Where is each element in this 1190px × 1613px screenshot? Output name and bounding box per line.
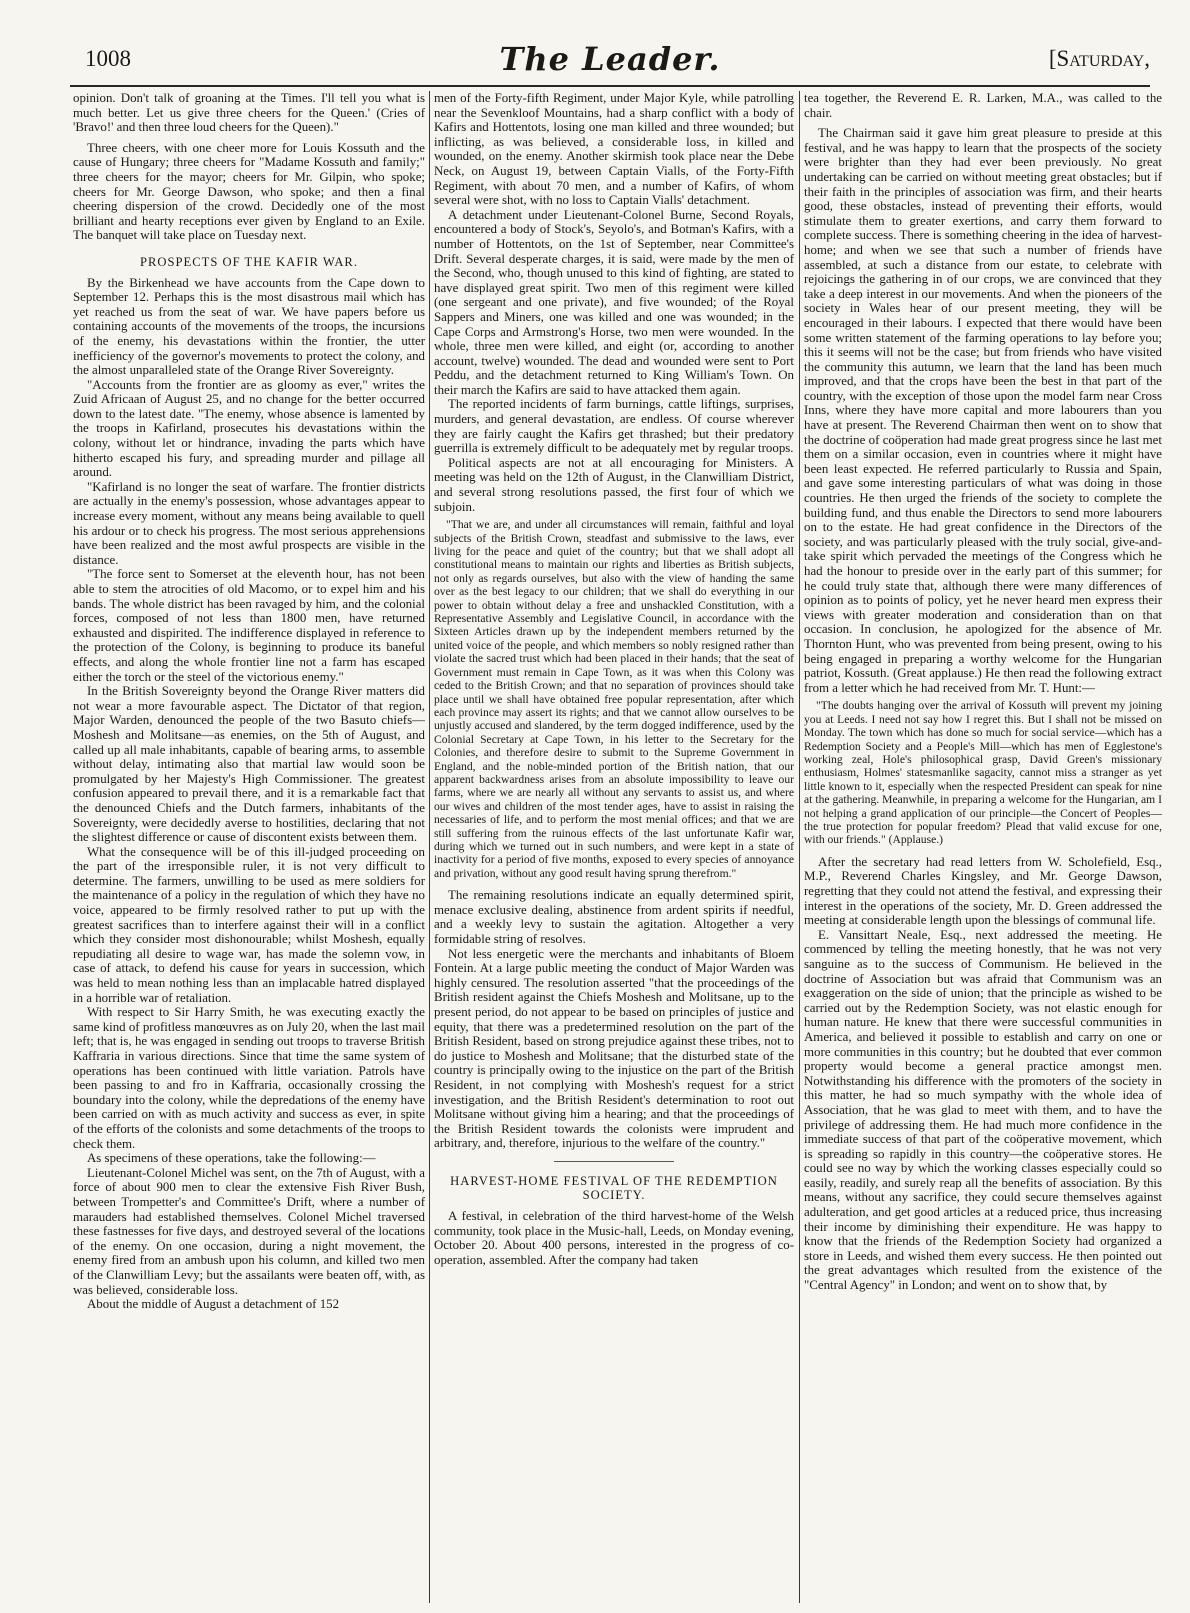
paragraph: After the secretary had read letters from W. Scholefield, Esq., M.P., Reverend Charles Kingsley, and Mr. George Dawson, regretting that they could not attend the festival, and expressing their interest in the operations of the society, Mr. D. Green addressed the meeting at considerable length upon the blessings of communal life. (804, 854, 1162, 928)
paragraph: Lieutenant-Colonel Michel was sent, on the 7th of August, with a force of about 900 men to clear the extensive Fish River Bush, between Trompetter's and Committee's Drift, where a number of marauders had established themselves. Colonel Michel traversed these fastnesses for five days, and destroyed several of the locations of the enemy. On one occasion, during a night movement, the enemy fired from an ambush upon his column, and killed two men of the Clanwilliam Levy; but the assailants were beaten off, with, as was believed, considerable loss. (73, 1165, 425, 1297)
column-divider (799, 91, 800, 1603)
header-rule (70, 85, 1150, 87)
masthead (70, 40, 1150, 82)
paragraph: With respect to Sir Harry Smith, he was executing exactly the same kind of profitless manœuvres as on July 20, when the last mail left; that is, he was engaged in sending out troops to traverse British Kaffraria in various directions. Since that time the same system of operations has been continued with little variation. Patrols have been passing to and fro in Kaffraria, occasionally crossing the boundary into the colony, while the depredations of the enemy have been carried on with as much activity and success as ever, in spite of the efforts of the colonists and some detachments of the troops to check them. (73, 1005, 425, 1151)
paragraph: opinion. Don't talk of groaning at the Times. I'll tell you what is much better. Let us give three cheers for the Queen.' (Cries of 'Bravo!' and then three loud cheers for the Queen)." (73, 91, 425, 135)
article-heading: HARVEST-HOME FESTIVAL OF THE REDEMPTION SOCIETY. (450, 1173, 778, 1203)
paragraph: "The force sent to Somerset at the eleventh hour, has not been able to stem the atrocities of old Macomo, or to expel him and his bands. The whole district has been ravaged by him, and the colonial forces, composed of not less than 1800 men, have returned exhausted and dispirited. The indifference displayed in reference to the protection of the Colony, is beginning to produce its baneful effects, and along the whole frontier line not a farm has escaped either the torch or the steel of the victorious enemy." (73, 567, 425, 684)
section-rule (554, 1161, 674, 1162)
column-3 (804, 91, 1162, 1606)
paragraph: About the middle of August a detachment of 152 (87, 1297, 340, 1312)
page-number: 1008 (85, 46, 131, 71)
column-divider (429, 91, 430, 1603)
paragraph: men of the Forty-fifth Regiment, under Major Kyle, while patrolling near the Sevenkloof Mountains, had a sharp conflict with a body of Kafirs and Hottentots, losing one man killed and three wounded; but inflicting, as was believed, a considerable loss, in killed and wounded, on the enemy. Another skirmish took place near the Debe Neck, on August 19, between Captain Vialls, of the Forty-Fifth Regiment, with about 70 men, and a number of Kafirs, of whom several were shot, with no loss to Captain Vialls' detachment. (434, 91, 794, 208)
article-heading: PROSPECTS OF THE KAFIR WAR. (140, 254, 358, 269)
paragraph: A detachment under Lieutenant-Colonel Burne, Second Royals, encountered a body of Stock's, Seyolo's, and Botman's Kafirs, with a number of Hottentots, on the 1st of September, near Committee's Drift. Several desperate charges, it is said, were made by the men of the Second, who, though unused to this kind of fighting, are stated to have displayed great spirit. Two men of this regiment were killed (one sergeant and one private), and five wounded; of the Royal Sappers and Miners, one was killed and one was wounded; in the Cape Corps and Armstrong's Horse, two men were wounded. In the whole, three men were killed, and eight (or, according to another account, twelve) wounded. The dead and wounded were sent to Port Peddu, and the detachment returned to King William's Town. On their march the Kafirs are said to have attacked them again. (434, 207, 794, 397)
paragraph: The remaining resolutions indicate an equally determined spirit, menace exclusive dealing, abstinence from ardent spirits if needful, and a weekly levy to sustain the agitation. Altogether a very formidable string of resolves. (434, 888, 794, 946)
paragraph: tea together, the Reverend E. R. Larken, M.A., was called to the chair. (804, 91, 1162, 120)
paragraph: Not less energetic were the merchants and inhabitants of Bloem Fontein. At a large public meeting the conduct of Major Warden was highly censured. The resolution asserted "that the proceedings of the British resident against the Chiefs Moshesh and Molitsane, up to the present period, do not appear to be based on principles of justice and equity, that there was a predetermined resolution on the part of the British Resident, based on strong prejudice against these tribes, not to do justice to Moshesh and Molitsane; that the disturbed state of the country is principally owing to the injustice on the part of the British Resident, in not complying with Moshesh's request for a strict investigation, and the British Resident's determination to root out Molitsane without giving him a hearing; and that the proceedings of the British Resident towards the colonists were imprudent and arbitrary, and, therefore, injurious to the welfare of the country." (434, 946, 794, 1151)
quote-text: "That we are, and under all circumstances will remain, faithful and loyal subjects of the British Crown, steadfast and submissive to the laws, ever living for the peace and quiet of the country; but that we shall adopt all constitutional means to maintain our rights and liberties as British subjects, not only as regards ourselves, but also with the view of handing the same over as the best legacy to our children; that we shall do everything in our power to obtain without delay a free and unshackled Constitution, with a Representative Assembly and Legislative Council, in accordance with the Sixteen Articles drawn up by the independent members returned by the united voice of the people, and which members so nobly resigned rather than violate the sacred trust which had been placed in their hands; that the seat of Government must remain in Cape Town, as it was when this Colony was ceded to the British Crown; and that no separation of provinces should take place until we shall have obtained free popular representation, after which each province may assert its rights; and that we cannot allow ourselves to be unjustly accused and slandered, by the term dogged indifference, used by the Colonial Secretary at Cape Town, in his letter to the Secretary for the Colonies, and therefore desire to submit to the Supreme Government in England, and the noble-minded portion of the British nation, that our apparent backwardness arises from an absolute impossibility to leave our farms, where we are nearly all without any servants to assist us, and where our wives and children of the most tender ages, have to assist in raising the necessaries of life, and to perform the most menial offices; and that we are still suffering from the ruinous effects of the last unfortunate Kafir war, during which we turned out in such numbers, and were kept in a state of inactivity for a period of five months, exposed to every species of annoyance and privation, without any good result having sprung therefrom." (434, 518, 794, 880)
paragraph: In the British Sovereignty beyond the Orange River matters did not wear a more favourable aspect. The Dictator of that region, Major Warden, denounced the people of the two Basuto chiefs—Moshesh and Molitsane—as enemies, on the 5th of August, and called up all male inhabitants, capable of bearing arms, to assemble without delay, intimating also that martial law would soon be promulgated by her Majesty's High Commissioner. The greatest confusion appeared to prevail there, and it is a remarkable fact that the denounced Chiefs and the Dutch farmers, inhabitants of the Sovereignty, were decidedly averse to hostilities, declaring that not the slightest difference or cause of discontent exists between them. (73, 684, 425, 845)
issue-day: [Saturday, (1048, 46, 1150, 71)
quote-text: "The doubts hanging over the arrival of Kossuth will prevent my joining you at Leeds. I need not say how I regret this. But I shall not be missed on Monday. The town which has done so much for social service—which has a Redemption Society and a People's Mill—which has men of Egglestone's working zeal, Hole's philosophical grasp, David Green's missionary enthusiasm, Holmes' statesmanlike sagacity, cannot miss a stranger as yet little known to it, especially when the respected President can speak for nine at the gathering. Meanwhile, in preparing a welcome for the Hungarian, am I not helping a grand application of our principle—the Concert of Peoples—the true protection for popular freedom? Plead that valid excuse for one, with our friends." (Applause.) (804, 699, 1162, 847)
letter-quote (804, 699, 1162, 846)
paragraph: A festival, in celebration of the third harvest-home of the Welsh community, took place in the Music-hall, Leeds, on Monday evening, October 20. About 400 persons, interested in the progress of co-operation, assembled. After the company had taken (434, 1209, 794, 1267)
paragraph: "Accounts from the frontier are as gloomy as ever," writes the Zuid Africaan of August 25, and no change for the better occurred down to the latest date. "The enemy, whose absence is lamented by the troops in Kafirland, prosecutes his devastations within the colony, without let or hindrance, invading the parts which have hitherto escaped his fury, and spreading murder and pillage all around. (73, 377, 425, 480)
column-2 (434, 91, 794, 1606)
paragraph: By the Birkenhead we have accounts from the Cape down to September 12. Perhaps this is the most disastrous mail which has yet reached us from the seat of war. We have papers before us containing accounts of the movements of the troops, the incursions of the enemy, his devastations within the frontier, the utter inefficiency of the governor's movements to protect the colony, and the almost unparalleled state of the Orange River Sovereignty. (73, 275, 425, 378)
paragraph: Three cheers, with one cheer more for Louis Kossuth and the cause of Hungary; three cheers for "Madame Kossuth and family;" three cheers for the mayor; cheers for Mr. Gilpin, who spoke; cheers for Mr. George Dawson, who spoke; and then a final cheering dispersion of the crowd. Decidedly one of the most brilliant and hearty receptions ever given by England to an Exile. The banquet will take place on Tuesday next. (73, 140, 425, 243)
paragraph: The Chairman said it gave him great pleasure to preside at this festival, and he was happy to learn that the prospects of the society were brighter than they had ever been previously. No great undertaking can be carried on without meeting great obstacles; but if their faith in the principles of association was firm, and their hearts good, these obstacles, instead of preventing their efforts, would stimulate them to greater exertions, and carry them forward to complete success. There is something cheering in the idea of harvest-home; and when we see that such a number of friends have assembled, at such a distance from our estate, to celebrate with rejoicings the gathering in of our crops, we are convinced that they take a deep interest in our movements. And when the pioneers of the society in Wales hear of our present meeting, they will be encouraged in their labours. I expected that there would have been some written statement of the farming operations to lay before you; this it seems will not be the case; but from friends who have visited the community this autumn, we learn that the land has been much improved, and that the crops have been the best in that part of the country, with the exception of those upon the model farm near Cross Inns, where they have more capital and more labourers than you have at present. The Reverend Chairman then went on to show that the doctrine of coöperation had made great progress since he last met them on a similar occasion, even in countries where it might have been least expected. He referred particularly to Russia and Spain, and gave some interesting particulars of what was doing in those countries. He then urged the friends of the society to complete the building fund, and thus enable the Directors to send more labourers on to the estate. He had great confidence in the Directors of the society, and was particularly pleased with the truly social, give-and-take spirit which pervaded the meetings of the Congress which he had the honour to preside over in the early part of this summer; for he could truly state that, although there were many differences of opinion as to points of policy, yet he never heard men express their views with greater moderation and consideration than on that occasion. In conclusion, he apologized for the absence of Mr. Thornton Hunt, who was prevented from being present, owing to his being engaged in preparing a worthy welcome for the Hungarian patriot, Kossuth. (Great applause.) He then read the following extract from a letter which he had received from Mr. T. Hunt:— (804, 126, 1162, 695)
resolution-quote (434, 518, 794, 880)
paragraph: The reported incidents of farm burnings, cattle liftings, surprises, murders, and general devastation, are endless. Of course wherever they are fairly caught the Kafirs get thrashed; but their predatory guerrilla is extremely difficult to be adequately met by regular troops. (434, 397, 794, 456)
paragraph: Political aspects are not at all encouraging for Ministers. A meeting was held on the 12th of August, in the Clanwilliam District, and several strong resolutions passed, the first four of which we subjoin. (434, 455, 794, 514)
newspaper-title: The Leader. (499, 40, 721, 78)
paragraph: As specimens of these operations, take the following:— (87, 1151, 376, 1166)
column-1 (73, 91, 425, 1606)
paragraph: "Kafirland is no longer the seat of warfare. The frontier districts are actually in the enemy's possession, whose advantages appear to increase every moment, without any means being available to quell his ardour or to check his progress. The most serious apprehensions have been realized and the most awful prospects are visible in the distance. (73, 479, 425, 567)
paragraph: What the consequence will be of this ill-judged proceeding on the part of the irresponsible ruler, it is not very difficult to determine. The farmers, unwilling to be used as mere soldiers for the maintenance of a policy in the regulation of which they have no voice, appeared to be firmly resolved rather to put up with the greatest sacrifices than to interfere against their will in a conflict which they consider most dishonourable; whilst Moshesh, equally repudiating all desire to wage war, has made the solemn vow, in case of attack, to defend his cause for years in succession, which was held to mean nothing less than an implacable hatred displayed in a horrible war of retaliation. (73, 844, 425, 1005)
paragraph: E. Vansittart Neale, Esq., next addressed the meeting. He commenced by telling the meeting honestly, that he was not very sanguine as to the success of Communism. He believed in the doctrine of Association but was afraid that Communism was an exaggeration on the side of union; that the principle as wished to be carried out by the Redemption Society, was not elastic enough for human nature. He knew that there were successful communities in America, and believed it possible to establish and carry on one or more communities in this country; but he doubted that ever common property would become a general practice amongst men. Notwithstanding his difference with the promoters of the society in this matter, he had so much sympathy with the whole idea of Association, that he was glad to meet with them, and to have the privilege of addressing them. He had much more confidence in the immediate success of that part of the coöperative movement, which is spreading so rapidly in this country—the coöperative stores. He could see no way by which the working classes especially could so easily, readily, and surely reap all the benefits of association. By this means, without any sacrifice, they could secure themselves against adulteration, and get good articles at a reduced price, thus increasing their income by diminishing their expenditure. He was happy to know that the friends of the Redemption Society had organized a store in Leeds, and wished them every success. He then pointed out the great advantages which resulted from the existence of the "Central Agency" in London; and went on to show that, by (804, 927, 1162, 1293)
